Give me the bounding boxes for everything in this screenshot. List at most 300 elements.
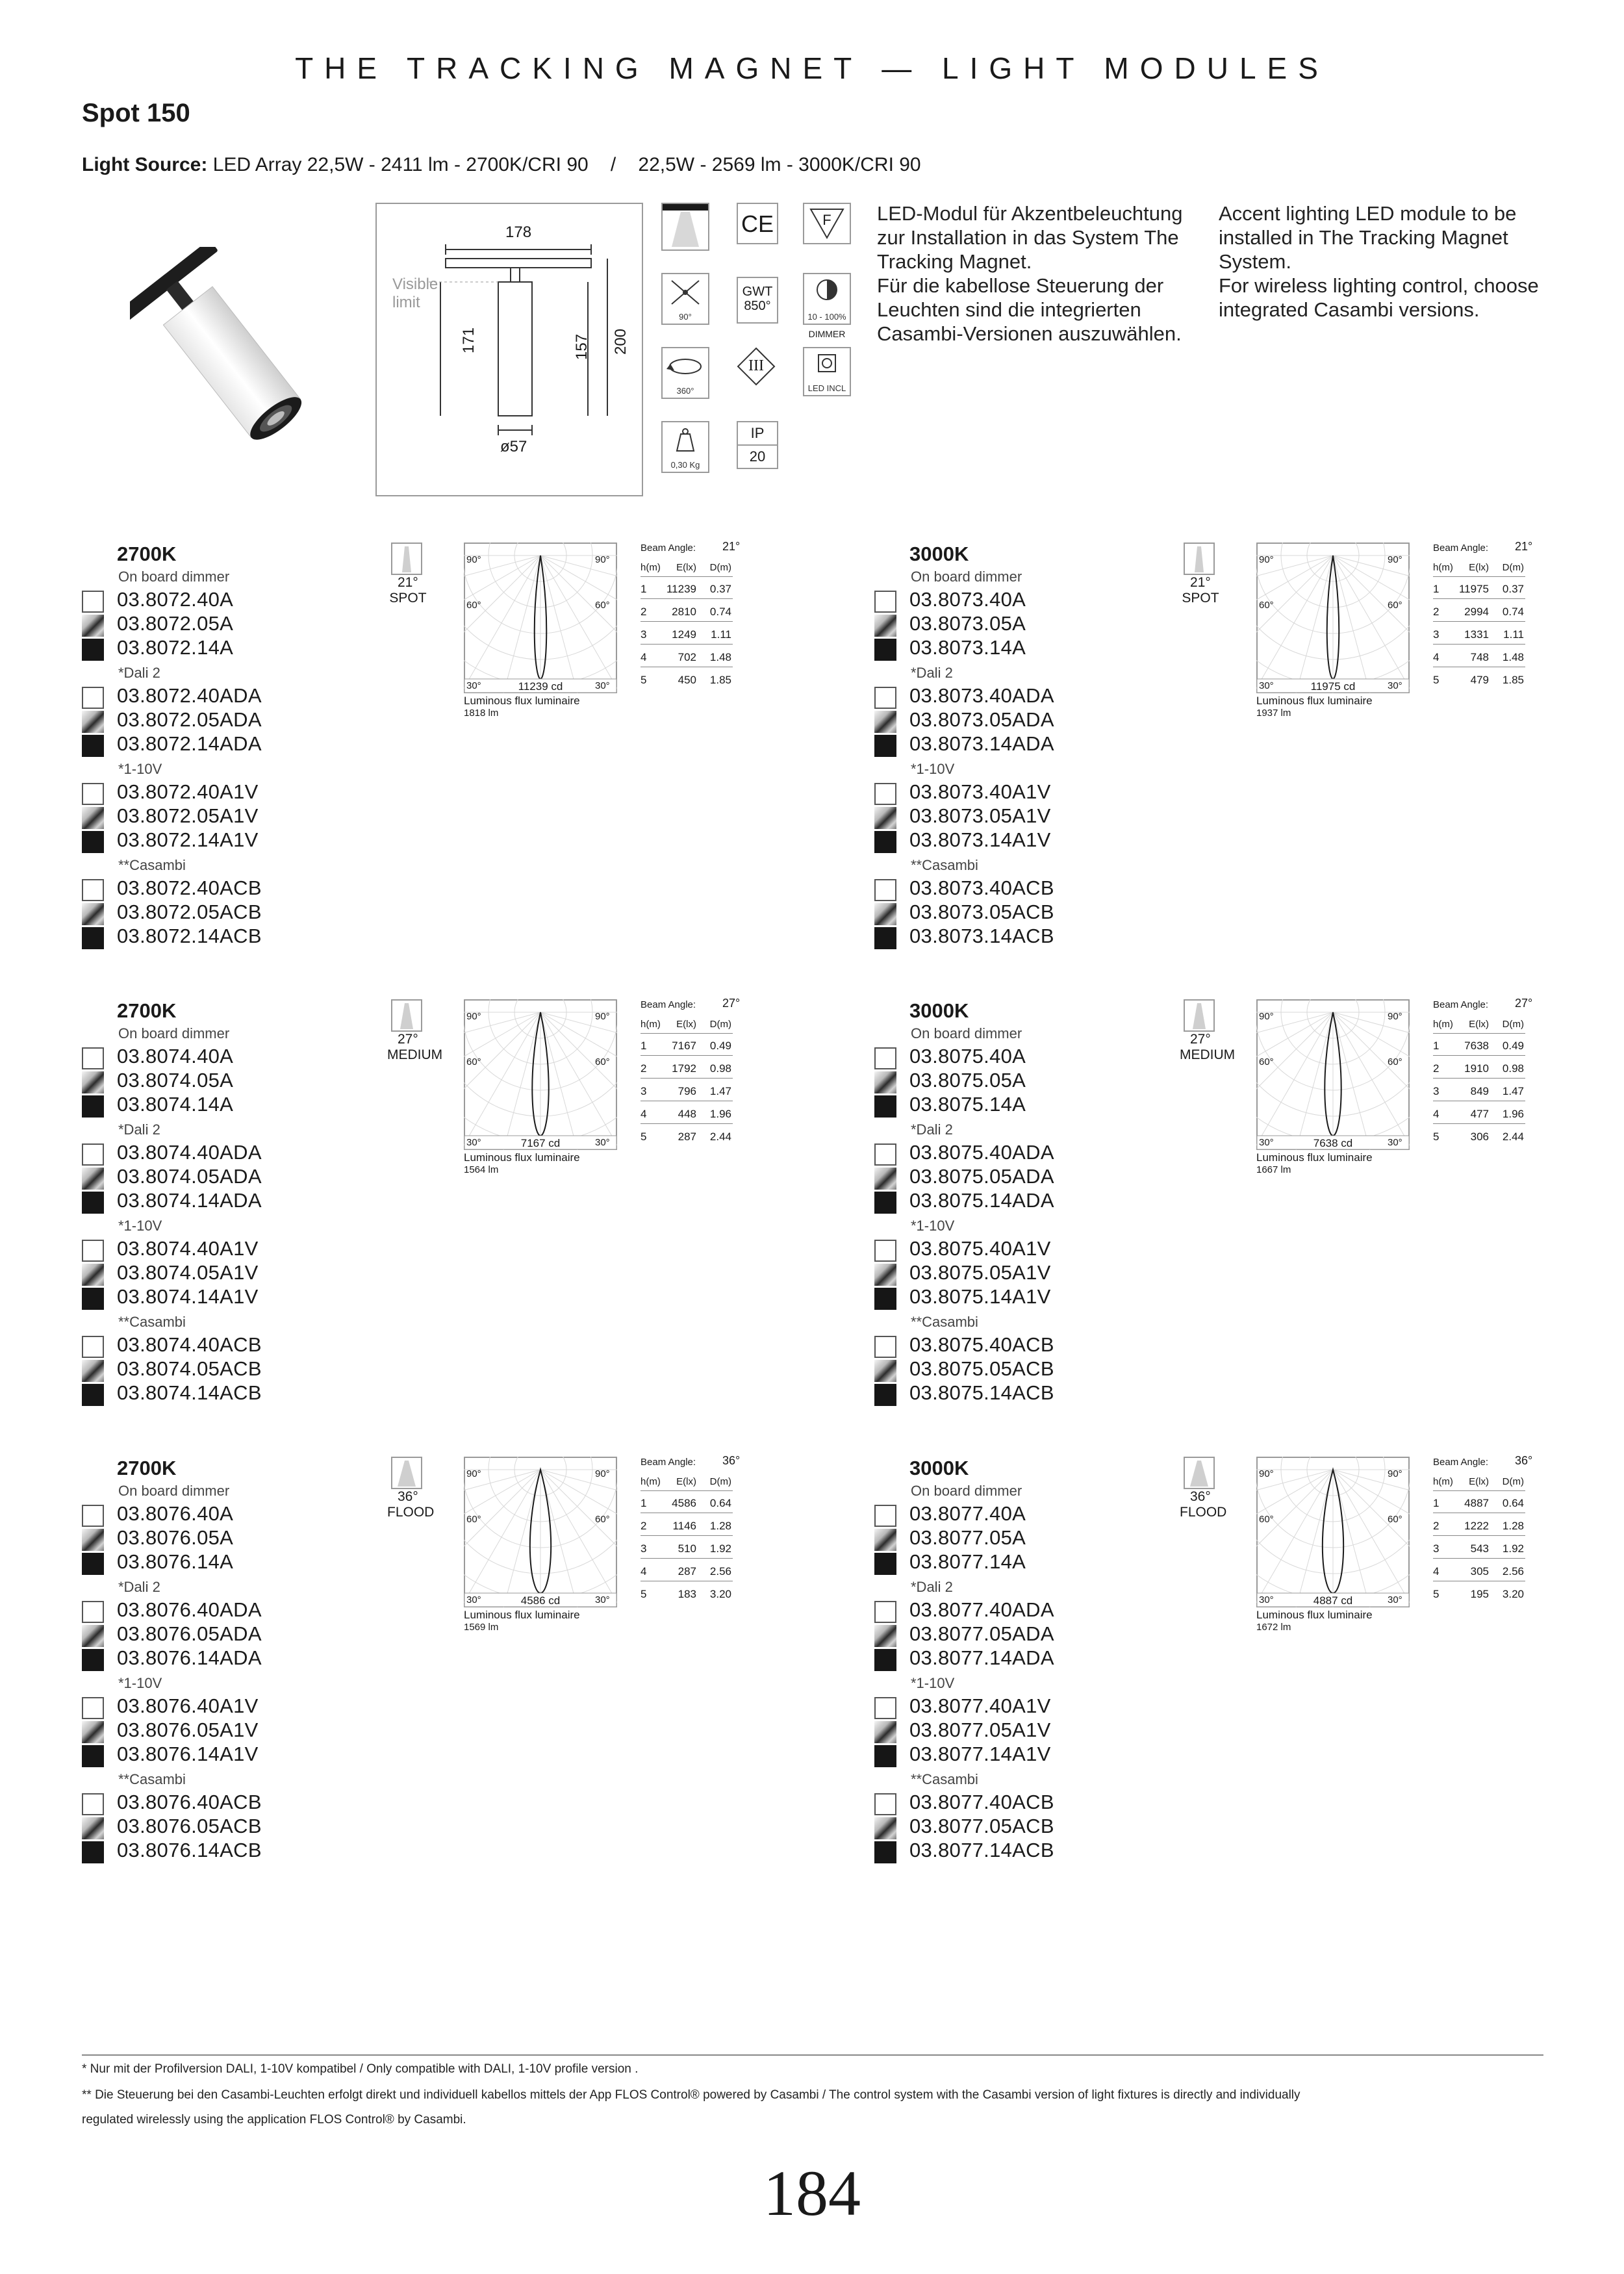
flux-label: Luminous flux luminaire: [1256, 1609, 1373, 1621]
photometric-cell: 1: [1433, 1497, 1440, 1509]
peak-intensity: 4586 cd: [520, 1594, 561, 1607]
article-code: 03.8077.05ADA: [909, 1622, 1054, 1645]
light-source-3000k: 22,5W - 2569 lm - 3000K/CRI 90: [638, 154, 921, 175]
article-code: 03.8076.40A1V: [117, 1694, 259, 1717]
polar-label-30-right: 30°: [1388, 680, 1402, 691]
article-code: 03.8072.14A1V: [117, 828, 259, 851]
photometric-cell: 0.74: [709, 606, 731, 618]
photometric-header-rule: [641, 1490, 733, 1491]
photometric-cell: 5: [1433, 674, 1440, 686]
beam-angle-label: Beam Angle:: [1433, 999, 1489, 1010]
article-code: 03.8076.14ACB: [117, 1839, 262, 1861]
photometric-cell: 1.28: [1502, 1520, 1524, 1532]
tilt-arrows-icon: [663, 274, 708, 311]
polar-label-90-left: 90°: [1259, 554, 1274, 565]
beam-type-label: FLOOD: [1180, 1505, 1227, 1520]
photometric-cell: 3: [1433, 628, 1440, 641]
description-en: [1219, 201, 1539, 322]
photometric-cell: 3: [641, 628, 647, 641]
article-code: 03.8077.40A: [909, 1502, 1026, 1525]
finish-swatch: [874, 591, 896, 613]
catalog-section: [82, 999, 796, 1422]
article-code: 03.8077.40A1V: [909, 1694, 1051, 1717]
finish-group-label: **Casambi: [118, 857, 186, 873]
polar-label-90-left: 90°: [1259, 1011, 1274, 1022]
article-code: 03.8076.05A: [117, 1526, 234, 1549]
article-code: 03.8076.05ACB: [117, 1815, 262, 1837]
finish-swatch: [874, 1553, 896, 1575]
polar-label-60-right: 60°: [595, 1056, 610, 1067]
photometric-cell: 479: [1470, 674, 1489, 686]
finish-swatch: [82, 711, 104, 733]
catalog-section: [874, 540, 1589, 965]
finish-swatch: [874, 1095, 896, 1118]
dimension-height-200: 200: [612, 328, 629, 355]
finish-swatch: [82, 1192, 104, 1214]
photometric-cell: 306: [1470, 1131, 1489, 1143]
finish-group-label: **Casambi: [911, 1314, 978, 1330]
finish-swatch: [874, 1649, 896, 1671]
article-code: 03.8075.05A1V: [909, 1261, 1051, 1284]
beam-angle-label: Beam Angle:: [641, 999, 696, 1010]
article-code: 03.8077.05A: [909, 1526, 1026, 1549]
photometric-row-rule: [1433, 1055, 1525, 1056]
finish-group-label: On board dimmer: [911, 1025, 1022, 1041]
polar-label-90-left: 90°: [1259, 1468, 1274, 1479]
polar-label-30-right: 30°: [1388, 1137, 1402, 1148]
photometric-cell: 7638: [1464, 1040, 1489, 1052]
finish-swatch: [874, 1264, 896, 1286]
description-en-line: installed in The Tracking Magnet: [1219, 226, 1508, 249]
polar-label-30-left: 30°: [1259, 1137, 1274, 1148]
tilt-icon-box: [661, 273, 709, 325]
finish-swatch: [82, 783, 104, 805]
flux-label: Luminous flux luminaire: [1256, 695, 1373, 707]
ce-mark-box: [737, 203, 778, 244]
photometric-column-header: D(m): [709, 562, 731, 573]
peak-intensity: 4887 cd: [1313, 1594, 1353, 1607]
photometric-cell: 1: [641, 583, 647, 595]
finish-group-label: On board dimmer: [911, 568, 1022, 585]
color-temperature: 3000K: [909, 999, 969, 1022]
spot-beam-icon: [663, 204, 708, 249]
catalog-section: [874, 999, 1589, 1422]
dimension-diameter: ø57: [500, 438, 527, 455]
photometric-row-rule: [641, 1123, 733, 1124]
color-temperature: 3000K: [909, 1457, 969, 1479]
finish-swatch: [82, 1817, 104, 1839]
photometric-cell: 1910: [1464, 1062, 1489, 1075]
photometric-cell: 450: [678, 674, 696, 686]
finish-group-label: *1-10V: [911, 1218, 955, 1234]
peak-intensity: 7167 cd: [520, 1137, 561, 1149]
weight-icon-box: [661, 421, 709, 473]
polar-label-30-right: 30°: [595, 680, 610, 691]
article-code: 03.8074.40A1V: [117, 1237, 259, 1260]
article-code: 03.8074.14ADA: [117, 1189, 262, 1212]
peak-intensity: 7638 cd: [1313, 1137, 1353, 1149]
finish-swatch: [82, 1625, 104, 1647]
description-en-line: integrated Casambi versions.: [1219, 298, 1480, 321]
polar-label-60-left: 60°: [466, 600, 481, 611]
finish-swatch: [874, 783, 896, 805]
photometric-cell: 7167: [672, 1040, 696, 1052]
photometric-cell: 1.11: [711, 628, 731, 641]
photometric-cell: 748: [1470, 651, 1489, 663]
product-name: Spot 150: [82, 99, 190, 127]
beam-type-icon-box: [391, 999, 422, 1032]
finish-swatch: [82, 615, 104, 637]
beam-angle-badge: 21°: [398, 575, 418, 590]
beam-angle-label: Beam Angle:: [641, 543, 696, 554]
photometric-row-rule: [641, 1558, 733, 1559]
article-code: 03.8077.14ADA: [909, 1646, 1054, 1669]
photometric-cell: 1.28: [709, 1520, 731, 1532]
polar-label-30-right: 30°: [1388, 1594, 1402, 1605]
article-code: 03.8077.14A: [909, 1550, 1026, 1573]
photometric-cell: 1: [1433, 583, 1440, 595]
photometric-cell: 4: [1433, 1565, 1440, 1578]
beam-type-label: MEDIUM: [1180, 1047, 1236, 1062]
photometric-column-header: E(lx): [676, 562, 696, 573]
color-temperature: 2700K: [117, 543, 177, 565]
article-code: 03.8075.14A: [909, 1093, 1026, 1116]
article-code: 03.8073.40A: [909, 588, 1026, 611]
beam-type-label: SPOT: [1182, 591, 1219, 606]
finish-swatch: [874, 711, 896, 733]
f-mark-box: [803, 203, 851, 244]
photometric-cell: 1.92: [709, 1542, 731, 1555]
finish-group-label: *1-10V: [118, 1218, 162, 1234]
finish-group-label: *1-10V: [911, 1675, 955, 1691]
beam-angle-value: 27°: [722, 997, 741, 1010]
beam-cone-icon: [392, 1001, 421, 1030]
article-code: 03.8072.40A1V: [117, 780, 259, 803]
photometric-row-rule: [641, 1055, 733, 1056]
finish-swatch: [874, 1817, 896, 1839]
weight-value: 0,30 Kg: [670, 460, 700, 470]
article-code: 03.8072.14ACB: [117, 925, 262, 947]
photometric-cell: 1.48: [709, 651, 731, 663]
beam-cone-icon: [1185, 1001, 1213, 1030]
article-code: 03.8075.14ACB: [909, 1381, 1054, 1404]
photometric-cell: 0.64: [1502, 1497, 1524, 1509]
polar-label-90-right: 90°: [595, 1011, 610, 1022]
finish-swatch: [874, 1793, 896, 1815]
dimension-height-171: 171: [460, 327, 477, 353]
article-code: 03.8077.14A1V: [909, 1743, 1051, 1765]
polar-label-30-left: 30°: [466, 680, 481, 691]
dimension-width: 178: [505, 224, 532, 241]
polar-label-90-right: 90°: [595, 554, 610, 565]
photometric-cell: 1.47: [709, 1085, 731, 1097]
polar-label-60-right: 60°: [595, 600, 610, 611]
finish-swatch: [874, 1745, 896, 1767]
finish-swatch: [82, 1529, 104, 1551]
flux-value: 1818 lm: [464, 708, 499, 719]
finish-swatch: [874, 1192, 896, 1214]
rotation-icon: [663, 348, 708, 385]
product-image: [130, 247, 325, 468]
finish-group-label: On board dimmer: [118, 1483, 230, 1499]
article-code: 03.8073.05A: [909, 612, 1026, 635]
finish-swatch: [874, 1047, 896, 1069]
photometric-column-header: E(lx): [676, 1019, 696, 1030]
finish-swatch: [874, 1697, 896, 1719]
photometric-row-rule: [1433, 1078, 1525, 1079]
finish-swatch: [874, 1336, 896, 1358]
weight-icon: [663, 422, 708, 457]
finish-swatch: [82, 1553, 104, 1575]
description-de-line: Für die kabellose Steuerung der: [877, 274, 1164, 297]
photometric-cell: 4: [641, 651, 647, 663]
polar-label-30-right: 30°: [595, 1137, 610, 1148]
article-code: 03.8072.05ADA: [117, 708, 262, 731]
polar-diagram: [464, 1457, 617, 1607]
finish-swatch: [82, 1384, 104, 1406]
finish-group-label: *Dali 2: [118, 1121, 160, 1138]
polar-label-60-left: 60°: [466, 1514, 481, 1525]
finish-group-label: **Casambi: [911, 857, 978, 873]
visible-limit-label-2: limit: [392, 294, 420, 311]
photometric-cell: 4887: [1464, 1497, 1489, 1509]
finish-swatch: [874, 615, 896, 637]
photometric-cell: 2.56: [709, 1565, 731, 1578]
photometric-column-header: D(m): [1502, 1476, 1524, 1487]
beam-type-icon-box: [391, 543, 422, 575]
finish-group-label: **Casambi: [118, 1771, 186, 1787]
photometric-cell: 0.37: [1502, 583, 1524, 595]
photometric-cell: 702: [678, 651, 696, 663]
footer-divider: [82, 2054, 1543, 2056]
article-code: 03.8075.14ADA: [909, 1189, 1054, 1212]
flux-value: 1667 lm: [1256, 1164, 1291, 1175]
polar-label-60-left: 60°: [1259, 1056, 1274, 1067]
photometric-cell: 2.44: [709, 1131, 731, 1143]
article-code: 03.8075.40A: [909, 1045, 1026, 1067]
finish-swatch: [874, 1625, 896, 1647]
finish-swatch: [82, 1601, 104, 1623]
photometric-cell: 287: [678, 1131, 696, 1143]
article-code: 03.8077.05A1V: [909, 1718, 1051, 1741]
description-de-line: LED-Modul für Akzentbeleuchtung: [877, 202, 1183, 225]
photometric-header-rule: [1433, 1033, 1525, 1034]
article-code: 03.8073.40ADA: [909, 684, 1054, 707]
article-code: 03.8077.05ACB: [909, 1815, 1054, 1837]
photometric-cell: 4: [1433, 651, 1440, 663]
photometric-cell: 2.56: [1502, 1565, 1524, 1578]
beam-angle-value: 27°: [1515, 997, 1533, 1010]
description-de: [877, 201, 1182, 346]
polar-label-60-left: 60°: [1259, 600, 1274, 611]
finish-group-label: *Dali 2: [118, 665, 160, 681]
polar-label-30-left: 30°: [1259, 1594, 1274, 1605]
photometric-cell: 1.92: [1502, 1542, 1524, 1555]
photometric-cell: 543: [1470, 1542, 1489, 1555]
color-temperature: 2700K: [117, 1457, 177, 1479]
dimmer-label: DIMMER: [808, 329, 846, 339]
color-temperature: 3000K: [909, 543, 969, 565]
article-code: 03.8076.05A1V: [117, 1718, 259, 1741]
finish-swatch: [874, 1601, 896, 1623]
finish-group-label: **Casambi: [911, 1771, 978, 1787]
beam-cone-icon: [1185, 1458, 1213, 1488]
page-title: THE TRACKING MAGNET — LIGHT MODULES: [295, 51, 1329, 85]
beam-type-icon-box: [391, 1457, 422, 1489]
flux-value: 1569 lm: [464, 1622, 499, 1633]
beam-angle-badge: 36°: [1190, 1489, 1211, 1504]
catalog-section: [874, 1454, 1589, 1879]
ip-divider: [738, 444, 777, 446]
finish-group-label: *Dali 2: [118, 1579, 160, 1595]
finish-swatch: [82, 639, 104, 661]
beam-cone-shape: [1195, 546, 1204, 572]
photometric-cell: 1.85: [709, 674, 731, 686]
photometric-column-header: D(m): [1502, 562, 1524, 573]
photometric-cell: 1.48: [1502, 651, 1524, 663]
finish-swatch: [82, 1143, 104, 1166]
photometric-column-header: D(m): [709, 1019, 731, 1030]
catalog-section: [82, 540, 796, 965]
photometric-cell: 1: [641, 1040, 647, 1052]
beam-cone-icon: [1185, 544, 1213, 574]
photometric-row-rule: [1433, 644, 1525, 645]
article-code: 03.8075.40ACB: [909, 1333, 1054, 1356]
photometric-column-header: h(m): [641, 1019, 661, 1030]
photometric-cell: 4: [641, 1565, 647, 1578]
flux-label: Luminous flux luminaire: [1256, 1151, 1373, 1164]
finish-swatch: [874, 1143, 896, 1166]
photometric-cell: 3: [641, 1085, 647, 1097]
description-de-line: Tracking Magnet.: [877, 250, 1032, 273]
article-code: 03.8074.14A1V: [117, 1285, 259, 1308]
beam-cone-shape: [1190, 1461, 1208, 1487]
finish-group-label: *Dali 2: [911, 1121, 953, 1138]
finish-swatch: [82, 1071, 104, 1093]
article-code: 03.8073.40ACB: [909, 876, 1054, 899]
finish-swatch: [82, 831, 104, 853]
gwt-box: [737, 277, 778, 324]
photometric-row-rule: [641, 598, 733, 599]
flux-label: Luminous flux luminaire: [464, 1609, 580, 1621]
article-code: 03.8072.14A: [117, 636, 234, 659]
photometric-cell: 1.47: [1502, 1085, 1524, 1097]
article-code: 03.8077.14ACB: [909, 1839, 1054, 1861]
photometric-column-header: E(lx): [1469, 1019, 1489, 1030]
dimmer-icon: [804, 274, 850, 308]
photometric-cell: 195: [1470, 1588, 1489, 1600]
description-en-line: System.: [1219, 250, 1291, 273]
beam-type-icon-box: [1184, 1457, 1215, 1489]
beam-type-label: FLOOD: [387, 1505, 435, 1520]
article-code: 03.8074.40A: [117, 1045, 234, 1067]
flux-label: Luminous flux luminaire: [464, 1151, 580, 1164]
photometric-cell: 183: [678, 1588, 696, 1600]
article-code: 03.8072.05ACB: [117, 901, 262, 923]
photometric-cell: 0.98: [709, 1062, 731, 1075]
photometric-cell: 1.96: [1502, 1108, 1524, 1120]
article-code: 03.8073.14A1V: [909, 828, 1051, 851]
peak-intensity: 11239 cd: [518, 680, 563, 693]
footnote-dali: * Nur mit der Profilversion DALI, 1-10V kompatibel / Only compatible with DALI, 1-10V profile version .: [82, 2062, 639, 2076]
rotation-angle: 360°: [676, 386, 694, 396]
tilt-angle: 90°: [679, 312, 692, 322]
article-code: 03.8072.40A: [117, 588, 234, 611]
photometric-header-rule: [1433, 576, 1525, 577]
led-incl-box: [803, 347, 851, 396]
article-code: 03.8076.40ACB: [117, 1791, 262, 1813]
flux-value: 1672 lm: [1256, 1622, 1291, 1633]
description-en-line: Accent lighting LED module to be: [1219, 202, 1517, 225]
polar-label-60-left: 60°: [466, 1056, 481, 1067]
finish-group-label: On board dimmer: [118, 1025, 230, 1041]
finish-swatch: [874, 1168, 896, 1190]
polar-label-90-left: 90°: [466, 1011, 481, 1022]
ip-label: IP: [750, 425, 765, 441]
photometric-cell: 2: [641, 1062, 647, 1075]
article-code: 03.8074.05ACB: [117, 1357, 262, 1380]
photometric-cell: 510: [678, 1542, 696, 1555]
led-incl-icon: [804, 348, 850, 381]
beam-cone-shape: [398, 1461, 416, 1487]
finish-swatch: [874, 927, 896, 949]
beam-angle-badge: 27°: [1190, 1032, 1211, 1047]
description-en-line: For wireless lighting control, choose: [1219, 274, 1539, 297]
photometric-cell: 2: [1433, 1520, 1440, 1532]
catalog-section: [82, 1454, 796, 1879]
finish-swatch: [874, 735, 896, 757]
photometric-cell: 2: [1433, 1062, 1440, 1075]
photometric-cell: 3.20: [1502, 1588, 1524, 1600]
polar-diagram: [1256, 999, 1410, 1150]
photometric-cell: 4586: [672, 1497, 696, 1509]
article-code: 03.8075.40A1V: [909, 1237, 1051, 1260]
photometric-cell: 1.96: [709, 1108, 731, 1120]
article-code: 03.8075.14A1V: [909, 1285, 1051, 1308]
beam-type-label: MEDIUM: [387, 1047, 443, 1062]
article-code: 03.8074.14A: [117, 1093, 234, 1116]
article-code: 03.8072.05A: [117, 612, 234, 635]
flux-value: 1937 lm: [1256, 708, 1291, 719]
beam-angle-value: 21°: [1515, 540, 1533, 553]
led-incl-label: LED INCL: [807, 383, 846, 393]
article-code: 03.8072.05A1V: [117, 804, 259, 827]
photometric-cell: 5: [641, 674, 647, 686]
polar-label-60-right: 60°: [1388, 1514, 1402, 1525]
light-source-separator: /: [610, 154, 616, 175]
article-code: 03.8074.40ACB: [117, 1333, 262, 1356]
photometric-cell: 1: [1433, 1040, 1440, 1052]
photometric-cell: 5: [1433, 1588, 1440, 1600]
finish-swatch: [82, 1240, 104, 1262]
polar-label-90-right: 90°: [1388, 554, 1402, 565]
peak-intensity: 11975 cd: [1310, 680, 1356, 693]
article-code: 03.8075.40ADA: [909, 1141, 1054, 1164]
ce-mark-icon: CE: [741, 211, 774, 237]
photometric-cell: 796: [678, 1085, 696, 1097]
gwt-label-1: GWT: [742, 285, 773, 299]
polar-label-60-right: 60°: [1388, 600, 1402, 611]
beam-angle-value: 36°: [722, 1454, 741, 1467]
article-code: 03.8076.14A: [117, 1550, 234, 1573]
photometric-cell: 1: [641, 1497, 647, 1509]
photometric-cell: 11975: [1458, 583, 1489, 595]
class-iii-box: [737, 347, 776, 386]
article-code: 03.8077.40ADA: [909, 1598, 1054, 1621]
photometric-cell: 0.37: [709, 583, 731, 595]
photometric-cell: 3: [1433, 1542, 1440, 1555]
beam-type-icon-box: [1184, 999, 1215, 1032]
